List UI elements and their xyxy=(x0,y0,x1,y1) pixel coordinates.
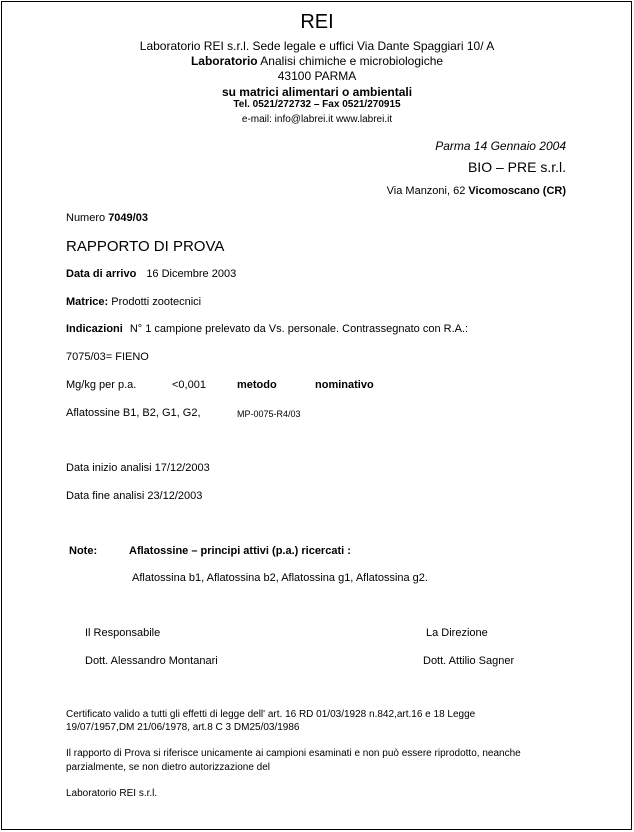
left-signature-role: Il Responsabile xyxy=(85,627,161,639)
limit-value: <0,001 xyxy=(172,379,206,391)
matrix-label: Matrice: xyxy=(66,296,109,308)
matrix-line xyxy=(66,296,201,308)
sample-code: 7075/03= FIENO xyxy=(66,351,149,363)
city-line: 43100 PARMA xyxy=(277,69,357,83)
note-list: Aflatossina b1, Aflatossina b2, Aflatossina g1, Aflatossina g2. xyxy=(132,572,428,584)
report-number xyxy=(66,212,148,224)
address-line: Laboratorio REI s.r.l. Sede legale e uffici Via Dante Spaggiari 10/ A xyxy=(139,39,495,53)
nominative-label: nominativo xyxy=(315,379,374,391)
left-signature-name: Dott. Alessandro Montanari xyxy=(85,655,218,667)
email-line: e-mail: info@labrei.it www.labrei.it xyxy=(241,114,393,125)
right-signature-role: La Direzione xyxy=(426,627,488,639)
arrival-value: 16 Dicembre 2003 xyxy=(146,268,237,280)
note-label: Note: xyxy=(69,545,98,557)
report-number-label: Numero xyxy=(66,212,109,224)
footer-lab-name: Laboratorio REI s.r.l. xyxy=(66,788,158,799)
method-code: MP-0075-R4/03 xyxy=(237,409,301,419)
indications-value: N° 1 campione prelevato da Vs. personale. Contrassegnato con R.A.: xyxy=(129,323,469,335)
company-name: REI xyxy=(300,11,334,33)
recipient-street: Via Manzoni, 62 xyxy=(386,185,469,197)
matrices-line: su matrici alimentari o ambientali xyxy=(221,85,413,99)
indications-label: Indicazioni xyxy=(66,323,123,335)
certificate-line-2: 19/07/1957,DM 21/06/1978, art.8 C 3 DM25/03/1986 xyxy=(66,722,300,733)
recipient-address xyxy=(387,185,566,197)
analysis-end: Data fine analisi 23/12/2003 xyxy=(66,490,203,502)
report-date: Parma 14 Gennaio 2004 xyxy=(435,139,566,153)
matrix-value: Prodotti zootecnici xyxy=(108,296,202,308)
disclaimer-line-2: parzialmente, se non dietro autorizzazione del xyxy=(66,762,271,773)
note-heading: Aflatossine – principi attivi (p.a.) ricercati : xyxy=(129,545,351,557)
analytes: Aflatossine B1, B2, G1, G2, xyxy=(66,407,201,419)
arrival-date xyxy=(66,268,236,280)
report-number-value: 7049/03 xyxy=(108,212,148,224)
right-signature-name: Dott. Attilio Sagner xyxy=(423,655,515,667)
recipient-town: Vicomoscano (CR) xyxy=(468,185,566,197)
phone-line: Tel. 0521/272732 – Fax 0521/270915 xyxy=(233,99,401,110)
lab-line xyxy=(0,54,634,68)
arrival-label: Data di arrivo xyxy=(66,268,137,280)
certificate-line-1: Certificato valido a tutti gli effetti di legge dell' art. 16 RD 01/03/1928 n.842,art.16 e 18 Legge xyxy=(66,709,476,720)
disclaimer-line-1: Il rapporto di Prova si riferisce unicamente ai campioni esaminati e non può essere riprodotto, neanche xyxy=(66,748,521,759)
method-label: metodo xyxy=(237,379,277,391)
indications-line xyxy=(66,323,468,335)
analysis-start: Data inizio analisi 17/12/2003 xyxy=(66,462,210,474)
report-title: RAPPORTO DI PROVA xyxy=(66,238,225,255)
lab-description: Analisi chimiche e microbiologiche xyxy=(257,54,444,68)
unit-label: Mg/kg per p.a. xyxy=(66,379,137,391)
lab-label: Laboratorio xyxy=(190,54,258,68)
recipient-name: BIO – PRE s.r.l. xyxy=(467,159,566,175)
